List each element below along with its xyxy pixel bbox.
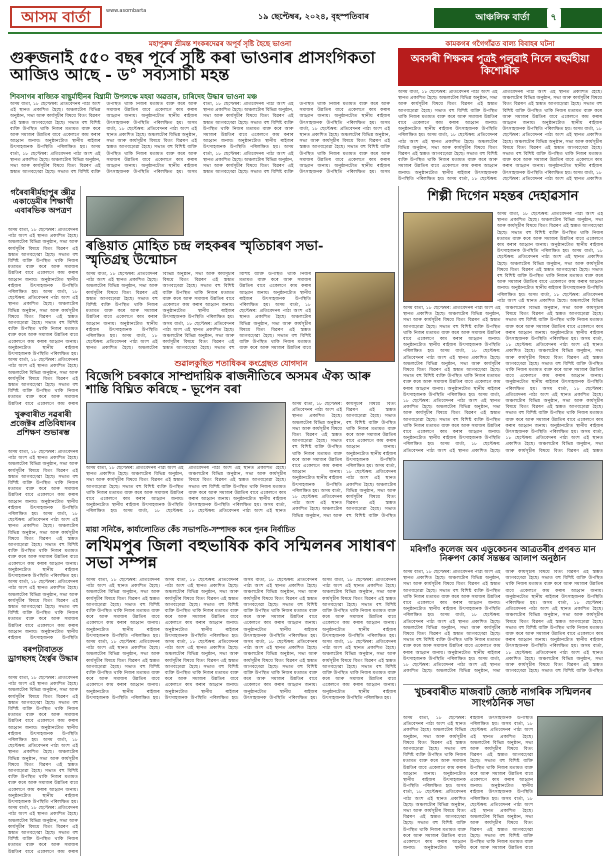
mid3-headline: লখিমপুৰ জিলা বহুভাষিক কবি সন্মিলনৰ সাধাৰণ সভা সম্পন্ন — [86, 536, 396, 572]
mid2-body: অসম বাৰ্তা, ১৮ ছেপ্টেম্বৰ: প্ৰতিবেদনৰ পাঠ্য অংশ এই স্থানত প্ৰকাশিত হৈছে। অঞ্চলটোৰ বিভিন্ন অনুষ্ঠান, সভা আৰু কাৰ্যসূচীৰ বিষয়ে বিতং বিৱৰণ এই স্তম্ভত আগবঢ়োৱা হৈছে। সভাত বহু বিশিষ্ট ব্যক্তি উপস্থিত থাকি নিজৰ মতামত ব্যক্ত কৰে আৰু সমাজৰ উন্নতিৰ বাবে একেলগে কাম কৰাৰ আহ্বান জনায়। অনুষ্ঠানটোত স্থানীয় ৰাইজৰ উৎসাহজনক উপস্থিতি পৰিলক্ষিত হয়। অসম বাৰ্তা, ১৮ ছেপ্টেম্বৰ: প্ৰতিবেদনৰ পাঠ্য অংশ এই স্থানত প্ৰকাশিত হৈছে। অঞ্চলটোৰ বিভিন্ন অনুষ্ঠান, সভা আৰু কাৰ্যসূচীৰ বিষয়ে বিতং বিৱৰণ এই স্তম্ভত আগবঢ়োৱা হৈছে। সভাত বহু বিশিষ্ট ব্যক্তি উপস্থিত থাকি নিজৰ মতামত ব্যক্ত কৰে আৰু সমাজৰ উন্নতিৰ বাবে একেলগে কাম কৰাৰ আহ্বান জনায়। অনুষ্ঠানটোত স্থানীয় ৰাইজৰ উৎসাহজনক উপস্থিতি পৰিলক্ষিত হয়। অসম বাৰ্তা, ১৮ ছেপ্টেম্বৰ: প্ৰতিবেদনৰ পাঠ্য অংশ এই স্থানত প্ৰকাশিত হৈছে। অঞ্চলটোৰ বিভিন্ন অনুষ্ঠান, সভা আৰু কাৰ্যসূচীৰ বিষয়ে বিতং বিৱৰণ এই স্তম্ভত আগবঢ়োৱা হৈছে। সভাত বহু বিশিষ্ট ব্যক্তি উপস্থিত — [292, 402, 396, 519]
lead-subhead: শিবসাগৰ ৰাজ্যিক বাছুৰ্মাহীনৰ বিশ্ব্ৰামী উপলক্ষে মহযা অৱতাৰ, চাৰিদেহ উদ্ধাৰ ভাওনা মঞ্চ — [10, 93, 258, 101]
lead-body: অসম বাৰ্তা, ১৮ ছেপ্টেম্বৰ: প্ৰতিবেদনৰ পাঠ্য অংশ এই স্থানত প্ৰকাশিত হৈছে। অঞ্চলটোৰ বিভিন্ন অনুষ্ঠান, সভা আৰু কাৰ্যসূচীৰ বিষয়ে বিতং বিৱৰণ এই স্তম্ভত আগবঢ়োৱা হৈছে। সভাত বহু বিশিষ্ট ব্যক্তি উপস্থিত থাকি নিজৰ মতামত ব্যক্ত কৰে আৰু সমাজৰ উন্নতিৰ বাবে একেলগে কাম কৰাৰ আহ্বান জনায়। অনুষ্ঠানটোত স্থানীয় ৰাইজৰ উৎসাহজনক উপস্থিতি পৰিলক্ষিত হয়। অসম বাৰ্তা, ১৮ ছেপ্টেম্বৰ: প্ৰতিবেদনৰ পাঠ্য অংশ এই স্থানত প্ৰকাশিত হৈছে। অঞ্চলটোৰ বিভিন্ন অনুষ্ঠান, সভা আৰু কাৰ্যসূচীৰ বিষয়ে বিতং বিৱৰণ এই স্তম্ভত আগবঢ়োৱা হৈছে। সভাত বহু বিশিষ্ট ব্যক্তি উপস্থিত থাকি নিজৰ মতামত ব্যক্ত কৰে আৰু সমাজৰ উন্নতিৰ বাবে একেলগে কাম কৰাৰ আহ্বান জনায়। অনুষ্ঠানটোত স্থানীয় ৰাইজৰ উৎসাহজনক উপস্থিতি পৰিলক্ষিত হয়। অসম বাৰ্তা, ১৮ ছেপ্টেম্বৰ: প্ৰতিবেদনৰ পাঠ্য অংশ এই স্থানত প্ৰকাশিত হৈছে। অঞ্চলটোৰ বিভিন্ন অনুষ্ঠান, সভা আৰু কাৰ্যসূচীৰ বিষয়ে বিতং বিৱৰণ এই স্তম্ভত আগবঢ়োৱা হৈছে। সভাত বহু বিশিষ্ট ব্যক্তি উপস্থিত থাকি নিজৰ মতামত ব্যক্ত কৰে আৰু সমাজৰ উন্নতিৰ বাবে একেলগে কাম কৰাৰ আহ্বান জনায়। অনুষ্ঠানটোত স্থানীয় ৰাইজৰ উৎসাহজনক উপস্থিতি পৰিলক্ষিত হয়। অসম বাৰ্তা, ১৮ ছেপ্টেম্বৰ: প্ৰতিবেদনৰ পাঠ্য অংশ এই স্থানত প্ৰকাশিত হৈছে। অঞ্চলটোৰ বিভিন্ন অনুষ্ঠান, সভা আৰু কাৰ্যসূচীৰ বিষয়ে বিতং বিৱৰণ এই স্তম্ভত আগবঢ়োৱা হৈছে। সভাত বহু বিশিষ্ট ব্যক্তি উপস্থিত থাকি নিজৰ মতামত ব্যক্ত কৰে আৰু সমাজৰ উন্নতিৰ বাবে একেলগে কাম কৰাৰ আহ্বান জনায়। অনুষ্ঠানটোত স্থানীয় ৰাইজৰ উৎসাহজনক উপস্থিতি পৰিলক্ষিত হয়। অসম বাৰ্তা, ১৮ ছেপ্টেম্বৰ: প্ৰতিবেদনৰ পাঠ্য অংশ এই স্থানত প্ৰকাশিত হৈছে। অঞ্চলটোৰ বিভিন্ন অনুষ্ঠান, সভা আৰু কাৰ্যসূচীৰ বিষয়ে বিতং বিৱৰণ এই স্তম্ভত আগবঢ়োৱা হৈছে। সভাত বহু বিশিষ্ট ব্যক্তি উপস্থিত থাকি নিজৰ মতামত ব্যক্ত কৰে আৰু সমাজৰ উন্নতিৰ বাবে একেলগে কাম কৰাৰ আহ্বান জনায়। অনুষ্ঠানটোত স্থানীয় ৰাইজৰ উৎসাহজনক উপস্থিতি পৰিলক্ষিত হয়। অসম বাৰ্তা, ১৮ ছেপ্টেম্বৰ: প্ৰতিবেদনৰ পাঠ্য অংশ এই স্থানত প্ৰকাশিত হৈছে। অঞ্চলটোৰ বিভিন্ন অনুষ্ঠান, সভা আৰু কাৰ্যসূচীৰ বিষয়ে বিতং বিৱৰণ এই স্তম্ভত আগবঢ়োৱা হৈছে। সভাত বহু বিশিষ্ট ব্যক্তি উপস্থিত থাকি নিজৰ মতামত ব্যক্ত কৰে আৰু সমাজৰ উন্নতিৰ বাবে একেলগে কাম কৰাৰ আহ্বান জনায়। অনুষ্ঠানটোত স্থানীয় ৰাইজৰ উৎসাহজনক উপস্থিতি পৰিলক্ষিত হয়। অসম — [10, 102, 390, 176]
header-rule — [8, 32, 602, 34]
right-bottom-headline: খুচৰবাৰীত মাজবাট জ্যেষ্ঠ নাগৰিক সন্মিলনৰ সাংগঠনিক সভা — [414, 687, 592, 709]
lead-headline: গুৰুজনাই ৫৫০ বছৰ পূৰ্বে সৃষ্টি কৰা ভাওনাৰ প্ৰাসংগিকতা আজিও আছে - ড° সব্যসাচী মহন্ত — [10, 48, 376, 84]
masthead-logo: আসম বাৰ্তা — [10, 6, 102, 28]
mid1-body: অসম বাৰ্তা, ১৮ ছেপ্টেম্বৰ: প্ৰতিবেদনৰ পাঠ্য অংশ এই স্থানত প্ৰকাশিত হৈছে। অঞ্চলটোৰ বিভিন্ন অনুষ্ঠান, সভা আৰু কাৰ্যসূচীৰ বিষয়ে বিতং বিৱৰণ এই স্তম্ভত আগবঢ়োৱা হৈছে। সভাত বহু বিশিষ্ট ব্যক্তি উপস্থিত থাকি নিজৰ মতামত ব্যক্ত কৰে আৰু সমাজৰ উন্নতিৰ বাবে একেলগে কাম কৰাৰ আহ্বান জনায়। অনুষ্ঠানটোত স্থানীয় ৰাইজৰ উৎসাহজনক উপস্থিতি পৰিলক্ষিত হয়। অসম বাৰ্তা, ১৮ ছেপ্টেম্বৰ: প্ৰতিবেদনৰ পাঠ্য অংশ এই স্থানত প্ৰকাশিত হৈছে। অঞ্চলটোৰ বিভিন্ন অনুষ্ঠান, সভা আৰু কাৰ্যসূচীৰ বিষয়ে বিতং বিৱৰণ এই স্তম্ভত আগবঢ়োৱা হৈছে। সভাত বহু বিশিষ্ট ব্যক্তি উপস্থিত থাকি নিজৰ মতামত ব্যক্ত কৰে আৰু সমাজৰ উন্নতিৰ বাবে একেলগে কাম কৰাৰ আহ্বান জনায়। অনুষ্ঠানটোত স্থানীয় ৰাইজৰ উৎসাহজনক উপস্থিতি পৰিলক্ষিত হয়। অসম বাৰ্তা, ১৮ ছেপ্টেম্বৰ: প্ৰতিবেদনৰ পাঠ্য অংশ এই স্থানত প্ৰকাশিত হৈছে। অঞ্চলটোৰ বিভিন্ন অনুষ্ঠান, সভা আৰু কাৰ্যসূচীৰ বিষয়ে বিতং বিৱৰণ এই স্তম্ভত আগবঢ়োৱা হৈছে। সভাত বহু বিশিষ্ট ব্যক্তি উপস্থিত থাকি নিজৰ মতামত ব্যক্ত কৰে আৰু সমাজৰ উন্নতিৰ বাবে একেলগে কাম কৰাৰ আহ্বান জনায়। অনুষ্ঠানটোত স্থানীয় ৰাইজৰ উৎসাহজনক উপস্থিতি পৰিলক্ষিত হয়। অসম বাৰ্তা, ১৮ ছেপ্টেম্বৰ: প্ৰতিবেদনৰ পাঠ্য অংশ এই স্থানত প্ৰকাশিত হৈছে। অঞ্চলটোৰ বিভিন্ন অনুষ্ঠান, সভা আৰু কাৰ্যসূচীৰ বিষয়ে বিতং বিৱৰণ এই স্তম্ভত আগবঢ়োৱা হৈছে। সভাত বহু বিশিষ্ট ব্যক্তি উপস্থিত থাকি নিজৰ মতামত ব্যক্ত কৰে আৰু সমাজৰ উন্নতিৰ বাবে — [86, 272, 311, 352]
mid2-kicker: শুৱালকুছিত শতাধিকৰ কংগ্ৰেছত যোগদান — [174, 359, 308, 368]
right-mid-body: অসম বাৰ্তা, ১৮ ছেপ্টেম্বৰ: প্ৰতিবেদনৰ পাঠ্য অংশ এই স্থানত প্ৰকাশিত হৈছে। অঞ্চলটোৰ বিভিন্ন অনুষ্ঠান, সভা আৰু কাৰ্যসূচীৰ বিষয়ে বিতং বিৱৰণ এই স্তম্ভত আগবঢ়োৱা হৈছে। সভাত বহু বিশিষ্ট ব্যক্তি উপস্থিত থাকি নিজৰ মতামত ব্যক্ত কৰে আৰু সমাজৰ উন্নতিৰ বাবে একেলগে কাম কৰাৰ আহ্বান জনায়। অনুষ্ঠানটোত স্থানীয় ৰাইজৰ উৎসাহজনক উপস্থিতি পৰিলক্ষিত হয়। অসম বাৰ্তা, ১৮ ছেপ্টেম্বৰ: প্ৰতিবেদনৰ পাঠ্য অংশ এই স্থানত প্ৰকাশিত হৈছে। অঞ্চলটোৰ বিভিন্ন অনুষ্ঠান, সভা আৰু কাৰ্যসূচীৰ বিষয়ে বিতং বিৱৰণ এই স্তম্ভত আগবঢ়োৱা হৈছে। সভাত বহু বিশিষ্ট ব্যক্তি উপস্থিত থাকি নিজৰ মতামত ব্যক্ত কৰে আৰু সমাজৰ উন্নতিৰ বাবে একেলগে কাম কৰাৰ আহ্বান জনায়। অনুষ্ঠানটোত স্থানীয় ৰাইজৰ উৎসাহজনক উপস্থিতি পৰিলক্ষিত হয়। অসম বাৰ্তা, ১৮ ছেপ্টেম্বৰ: প্ৰতিবেদনৰ পাঠ্য অংশ এই স্থানত প্ৰকাশিত হৈছে। অঞ্চলটোৰ বিভিন্ন অনুষ্ঠান, সভা আৰু কাৰ্যসূচীৰ বিষয়ে বিতং বিৱৰণ এই স্তম্ভত আগবঢ়োৱা হৈছে। সভাত বহু বিশিষ্ট ব্যক্তি উপস্থিত থাকি নিজৰ মতামত ব্যক্ত কৰে আৰু সমাজৰ উন্নতিৰ বাবে একেলগে কাম কৰাৰ আহ্বান জনায়। অনুষ্ঠানটোত স্থানীয় ৰাইজৰ উৎসাহজনক উপস্থিতি পৰিলক্ষিত হয়। অসম বাৰ্তা, ১৮ ছেপ্টেম্বৰ: প্ৰতিবেদনৰ পাঠ্য অংশ এই স্থানত প্ৰকাশিত হৈছে। অঞ্চলটোৰ বিভিন্ন অনুষ্ঠান, সভা আৰু কাৰ্যসূচীৰ বিষয়ে বিতং বিৱৰণ এই স্তম্ভত আগবঢ়োৱা হৈছে। সভাত বহু বিশিষ্ট ব্যক্তি উপস্থিত থাকি নিজৰ মতামত ব্যক্ত কৰে আৰু সমাজৰ উন্নতিৰ বাবে একেলগে কাম কৰাৰ আহ্বান জনায়। অনুষ্ঠানটোত স্থানীয় ৰাইজৰ উৎসাহজনক উপস্থিতি পৰিলক্ষিত হয়। অসম বাৰ্তা, ১৮ ছেপ্টেম্বৰ: প্ৰতিবেদনৰ পাঠ্য অংশ এই স্থানত প্ৰকাশিত হৈছে। অঞ্চলটোৰ বিভিন্ন অনুষ্ঠান, সভা আৰু কাৰ্যসূচীৰ বিষয়ে বিতং বিৱৰণ এই স্তম্ভত আগবঢ়োৱা হৈছে। সভাত বহু বিশিষ্ট ব্যক্তি উপস্থিত — [403, 570, 603, 675]
artist-body-1: অসম বাৰ্তা, ১৮ ছেপ্টেম্বৰ: প্ৰতিবেদনৰ পাঠ্য অংশ এই স্থানত প্ৰকাশিত হৈছে। অঞ্চলটোৰ বিভিন্ন অনুষ্ঠান, সভা আৰু কাৰ্যসূচীৰ বিষয়ে বিতং বিৱৰণ এই স্তম্ভত আগবঢ়োৱা হৈছে। সভাত বহু বিশিষ্ট ব্যক্তি উপস্থিত থাকি নিজৰ মতামত ব্যক্ত কৰে আৰু সমাজৰ উন্নতিৰ বাবে একেলগে কাম কৰাৰ আহ্বান জনায়। অনুষ্ঠানটোত স্থানীয় ৰাইজৰ উৎসাহজনক উপস্থিতি পৰিলক্ষিত হয়। অসম বাৰ্তা, ১৮ ছেপ্টেম্বৰ: প্ৰতিবেদনৰ পাঠ্য অংশ এই স্থানত প্ৰকাশিত হৈছে। অঞ্চলটোৰ বিভিন্ন অনুষ্ঠান, সভা আৰু কাৰ্যসূচীৰ বিষয়ে বিতং বিৱৰণ এই স্তম্ভত আগবঢ়োৱা হৈছে। সভাত বহু বিশিষ্ট ব্যক্তি উপস্থিত থাকি নিজৰ মতামত ব্যক্ত কৰে আৰু সমাজৰ উন্নতিৰ বাবে একেলগে কাম কৰাৰ আহ্বান জনায়। অনুষ্ঠানটোত স্থানীয় ৰাইজৰ উৎসাহজনক উপস্থিতি পৰিলক্ষিত হয়। অসম বাৰ্তা, ১৮ ছেপ্টেম্বৰ: প্ৰতিবেদনৰ পাঠ্য অংশ এই স্থানত প্ৰকাশিত হৈছে। অঞ্চলটোৰ বিভিন্ন — [497, 212, 603, 302]
left-body-1: অসম বাৰ্তা, ১৮ ছেপ্টেম্বৰ: প্ৰতিবেদনৰ পাঠ্য অংশ এই স্থানত প্ৰকাশিত হৈছে। অঞ্চলটোৰ বিভিন্ন অনুষ্ঠান, সভা আৰু কাৰ্যসূচীৰ বিষয়ে বিতং বিৱৰণ এই স্তম্ভত আগবঢ়োৱা হৈছে। সভাত বহু বিশিষ্ট ব্যক্তি উপস্থিত থাকি নিজৰ মতামত ব্যক্ত কৰে আৰু সমাজৰ উন্নতিৰ বাবে একেলগে কাম কৰাৰ আহ্বান জনায়। অনুষ্ঠানটোত স্থানীয় ৰাইজৰ উৎসাহজনক উপস্থিতি পৰিলক্ষিত হয়। অসম বাৰ্তা, ১৮ ছেপ্টেম্বৰ: প্ৰতিবেদনৰ পাঠ্য অংশ এই স্থানত প্ৰকাশিত হৈছে। অঞ্চলটোৰ বিভিন্ন অনুষ্ঠান, সভা আৰু কাৰ্যসূচীৰ বিষয়ে বিতং বিৱৰণ এই স্তম্ভত আগবঢ়োৱা হৈছে। সভাত বহু বিশিষ্ট ব্যক্তি উপস্থিত থাকি নিজৰ মতামত ব্যক্ত কৰে আৰু সমাজৰ উন্নতিৰ বাবে একেলগে কাম কৰাৰ আহ্বান জনায়। অনুষ্ঠানটোত স্থানীয় ৰাইজৰ উৎসাহজনক উপস্থিতি পৰিলক্ষিত হয়। অসম বাৰ্তা, ১৮ ছেপ্টেম্বৰ: প্ৰতিবেদনৰ পাঠ্য অংশ এই স্থানত প্ৰকাশিত হৈছে। অঞ্চলটোৰ বিভিন্ন অনুষ্ঠান, সভা আৰু কাৰ্যসূচীৰ বিষয়ে বিতং বিৱৰণ এই স্তম্ভত আগবঢ়োৱা হৈছে। সভাত বহু বিশিষ্ট ব্যক্তি উপস্থিত থাকি নিজৰ মতামত ব্যক্ত কৰে আৰু সমাজৰ উন্নতিৰ বাবে একেলগে কাম কৰাৰ — [8, 228, 78, 406]
right-mid-headline: মৰিগাঁও কলেজ অব এডুকেচনৰ আত্ৰতৰীৰ প্ৰণৰত মান নিৰুপণ কোৰ্ষ সন্তম্ভৰ আলাপ অনুষ্ঠান — [410, 545, 596, 564]
mid1-photo-2 — [315, 272, 395, 362]
mid3-body: অসম বাৰ্তা, ১৮ ছেপ্টেম্বৰ: প্ৰতিবেদনৰ পাঠ্য অংশ এই স্থানত প্ৰকাশিত হৈছে। অঞ্চলটোৰ বিভিন্ন অনুষ্ঠান, সভা আৰু কাৰ্যসূচীৰ বিষয়ে বিতং বিৱৰণ এই স্তম্ভত আগবঢ়োৱা হৈছে। সভাত বহু বিশিষ্ট ব্যক্তি উপস্থিত থাকি নিজৰ মতামত ব্যক্ত কৰে আৰু সমাজৰ উন্নতিৰ বাবে একেলগে কাম কৰাৰ আহ্বান জনায়। অনুষ্ঠানটোত স্থানীয় ৰাইজৰ উৎসাহজনক উপস্থিতি পৰিলক্ষিত হয়। অসম বাৰ্তা, ১৮ ছেপ্টেম্বৰ: প্ৰতিবেদনৰ পাঠ্য অংশ এই স্থানত প্ৰকাশিত হৈছে। অঞ্চলটোৰ বিভিন্ন অনুষ্ঠান, সভা আৰু কাৰ্যসূচীৰ বিষয়ে বিতং বিৱৰণ এই স্তম্ভত আগবঢ়োৱা হৈছে। সভাত বহু বিশিষ্ট ব্যক্তি উপস্থিত থাকি নিজৰ মতামত ব্যক্ত কৰে আৰু সমাজৰ উন্নতিৰ বাবে একেলগে কাম কৰাৰ আহ্বান জনায়। অনুষ্ঠানটোত স্থানীয় ৰাইজৰ উৎসাহজনক উপস্থিতি পৰিলক্ষিত হয়। অসম বাৰ্তা, ১৮ ছেপ্টেম্বৰ: প্ৰতিবেদনৰ পাঠ্য অংশ এই স্থানত প্ৰকাশিত হৈছে। অঞ্চলটোৰ বিভিন্ন অনুষ্ঠান, সভা আৰু কাৰ্যসূচীৰ বিষয়ে বিতং বিৱৰণ এই স্তম্ভত আগবঢ়োৱা হৈছে। সভাত বহু বিশিষ্ট ব্যক্তি উপস্থিত থাকি নিজৰ মতামত ব্যক্ত কৰে আৰু সমাজৰ উন্নতিৰ বাবে একেলগে কাম কৰাৰ আহ্বান জনায়। অনুষ্ঠানটোত স্থানীয় ৰাইজৰ উৎসাহজনক উপস্থিতি পৰিলক্ষিত হয়। অসম বাৰ্তা, ১৮ ছেপ্টেম্বৰ: প্ৰতিবেদনৰ পাঠ্য অংশ এই স্থানত প্ৰকাশিত হৈছে। অঞ্চলটোৰ বিভিন্ন অনুষ্ঠান, সভা আৰু কাৰ্যসূচীৰ বিষয়ে বিতং বিৱৰণ এই স্তম্ভত আগবঢ়োৱা হৈছে। সভাত বহু বিশিষ্ট ব্যক্তি উপস্থিত থাকি নিজৰ মতামত ব্যক্ত কৰে আৰু সমাজৰ উন্নতিৰ বাবে একেলগে কাম কৰাৰ আহ্বান জনায়। অনুষ্ঠানটোত স্থানীয় ৰাইজৰ উৎসাহজনক উপস্থিতি পৰিলক্ষিত হয়। অসম বাৰ্তা, ১৮ ছেপ্টেম্বৰ: প্ৰতিবেদনৰ পাঠ্য অংশ এই স্থানত প্ৰকাশিত হৈছে। অঞ্চলটোৰ বিভিন্ন অনুষ্ঠান, সভা আৰু কাৰ্যসূচীৰ বিষয়ে বিতং বিৱৰণ এই স্তম্ভত আগবঢ়োৱা হৈছে। সভাত বহু বিশিষ্ট ব্যক্তি উপস্থিত থাকি নিজৰ মতামত ব্যক্ত কৰে আৰু সমাজৰ উন্নতিৰ বাবে একেলগে কাম কৰাৰ আহ্বান জনায়। অনুষ্ঠানটোত স্থানীয় ৰাইজৰ উৎসাহজনক উপস্থিতি পৰিলক্ষিত হয়। অসম বাৰ্তা, ১৮ ছেপ্টেম্বৰ: প্ৰতিবেদনৰ পাঠ্য অংশ এই স্থানত প্ৰকাশিত হৈছে। অঞ্চলটোৰ বিভিন্ন অনুষ্ঠান, সভা আৰু কাৰ্যসূচীৰ বিষয়ে বিতং বিৱৰণ এই স্তম্ভত আগবঢ়োৱা হৈছে। সভাত বহু বিশিষ্ট ব্যক্তি উপস্থিত থাকি নিজৰ মতামত ব্যক্ত কৰে আৰু সমাজৰ উন্নতিৰ বাবে একেলগে কাম কৰাৰ আহ্বান জনায়। অনুষ্ঠানটোত স্থানীয় ৰাইজৰ উৎসাহজনক উপস্থিতি পৰিলক্ষিত হয়। অসম বাৰ্তা, ১৮ ছেপ্টেম্বৰ: প্ৰতিবেদনৰ পাঠ্য অংশ এই স্থানত প্ৰকাশিত হৈছে। অঞ্চলটোৰ বিভিন্ন অনুষ্ঠান, সভা আৰু কাৰ্যসূচীৰ বিষয়ে বিতং বিৱৰণ এই স্তম্ভত আগবঢ়োৱা হৈছে। সভাত বহু বিশিষ্ট ব্যক্তি উপস্থিত থাকি নিজৰ মতামত ব্যক্ত কৰে আৰু সমাজৰ উন্নতিৰ বাবে একেলগে কাম কৰাৰ আহ্বান জনায়। অনুষ্ঠানটোত স্থানীয় ৰাইজৰ উৎসাহজনক উপস্থিতি পৰিলক্ষিত হয়। অসম বাৰ্তা, ১৮ ছেপ্টেম্বৰ: প্ৰতিবেদনৰ পাঠ্য অংশ এই স্থানত প্ৰকাশিত হৈছে। অঞ্চলটোৰ বিভিন্ন অনুষ্ঠান, সভা আৰু কাৰ্যসূচীৰ বিষয়ে বিতং বিৱৰণ এই স্তম্ভত আগবঢ়োৱা হৈছে। সভাত বহু বিশিষ্ট ব্যক্তি উপস্থিত থাকি নিজৰ মতামত ব্যক্ত কৰে আৰু সমাজৰ উন্নতিৰ বাবে একেলগে কাম কৰাৰ আহ্বান জনায়। অনুষ্ঠানটোত স্থানীয় ৰাইজৰ উৎসাহজনক উপস্থিতি পৰিলক্ষিত হয়। — [86, 578, 396, 701]
right-divider — [403, 684, 603, 685]
mid2-headline: বিজেপি চৰকাৰে সাম্প্ৰদায়িক ৰাজনীতিৰে অসমৰ ঐক্য আৰু শান্তি বিঘ্নিত কৰিছে - ভূপেন বৰা — [86, 369, 371, 396]
mid3-subhead: মায়া সনিকৈ, কাৰ্যালোতিত কেঁচ সভাপতি-সম্পাদক কৰে পুনৰ নিৰ্বাচিত — [86, 525, 296, 534]
lead-kicker: মহাপুৰুষ শ্ৰীমন্ত শংকৰদেৱৰ অপূৰ্ব সৃষ্টি হৈছে ভাওনা — [148, 40, 292, 48]
left-headline-1: গৰৈবাৰীৰ্মহাপুৰ জ্ঞীৱ একাডেমীৰ শিক্ষাৰ্থী এবাৰভিক অপত্ৰণ — [10, 187, 76, 215]
artist-photo — [403, 212, 493, 302]
masthead-date: ১৯ ছেপ্টেম্বৰ, ২০২৪, বৃহস্পতিবাৰ — [258, 12, 369, 21]
left-headline-3: বৰপটাবাতত ড্ৰাগছসহ হৈৰ্ত্বৰ উদ্ধাৰ — [8, 644, 78, 663]
left-body-3: অসম বাৰ্তা, ১৮ ছেপ্টেম্বৰ: প্ৰতিবেদনৰ পাঠ্য অংশ এই স্থানত প্ৰকাশিত হৈছে। অঞ্চলটোৰ বিভিন্ন অনুষ্ঠান, সভা আৰু কাৰ্যসূচীৰ বিষয়ে বিতং বিৱৰণ এই স্তম্ভত আগবঢ়োৱা হৈছে। সভাত বহু বিশিষ্ট ব্যক্তি উপস্থিত থাকি নিজৰ মতামত ব্যক্ত কৰে আৰু সমাজৰ উন্নতিৰ বাবে একেলগে কাম কৰাৰ আহ্বান জনায়। অনুষ্ঠানটোত স্থানীয় ৰাইজৰ উৎসাহজনক উপস্থিতি পৰিলক্ষিত হয়। অসম বাৰ্তা, ১৮ ছেপ্টেম্বৰ: প্ৰতিবেদনৰ পাঠ্য অংশ এই স্থানত প্ৰকাশিত হৈছে। অঞ্চলটোৰ বিভিন্ন অনুষ্ঠান, সভা আৰু কাৰ্যসূচীৰ বিষয়ে বিতং বিৱৰণ এই স্তম্ভত আগবঢ়োৱা হৈছে। সভাত বহু বিশিষ্ট ব্যক্তি উপস্থিত থাকি নিজৰ মতামত ব্যক্ত কৰে আৰু সমাজৰ উন্নতিৰ বাবে একেলগে কাম কৰাৰ আহ্বান জনায়। অনুষ্ঠানটোত স্থানীয় ৰাইজৰ উৎসাহজনক উপস্থিতি পৰিলক্ষিত হয়। অসম বাৰ্তা, ১৮ ছেপ্টেম্বৰ: প্ৰতিবেদনৰ পাঠ্য অংশ এই স্থানত প্ৰকাশিত হৈছে। অঞ্চলটোৰ বিভিন্ন অনুষ্ঠান, সভা আৰু কাৰ্যসূচীৰ বিষয়ে বিতং বিৱৰণ এই স্তম্ভত আগবঢ়োৱা হৈছে। সভাত বহু বিশিষ্ট ব্যক্তি উপস্থিত থাকি নিজৰ মতামত ব্যক্ত কৰে আৰু সমাজৰ উন্নতিৰ বাবে একেলগে কাম কৰাৰ — [8, 676, 78, 854]
artist-headline: শিল্পী দিগেন মহন্তৰ দেহাৱসান — [427, 189, 579, 204]
masthead-website: www.asombarta — [106, 8, 147, 14]
right-mid-photo — [403, 460, 603, 540]
right-bottom-body: অসম বাৰ্তা, ১৮ ছেপ্টেম্বৰ: প্ৰতিবেদনৰ পাঠ্য অংশ এই স্থানত প্ৰকাশিত হৈছে। অঞ্চলটোৰ বিভিন্ন অনুষ্ঠান, সভা আৰু কাৰ্যসূচীৰ বিষয়ে বিতং বিৱৰণ এই স্তম্ভত আগবঢ়োৱা হৈছে। সভাত বহু বিশিষ্ট ব্যক্তি উপস্থিত থাকি নিজৰ মতামত ব্যক্ত কৰে আৰু সমাজৰ উন্নতিৰ বাবে একেলগে কাম কৰাৰ আহ্বান জনায়। অনুষ্ঠানটোত স্থানীয় ৰাইজৰ উৎসাহজনক উপস্থিতি পৰিলক্ষিত হয়। অসম বাৰ্তা, ১৮ ছেপ্টেম্বৰ: প্ৰতিবেদনৰ পাঠ্য অংশ এই স্থানত প্ৰকাশিত হৈছে। অঞ্চলটোৰ বিভিন্ন অনুষ্ঠান, সভা আৰু কাৰ্যসূচীৰ বিষয়ে বিতং বিৱৰণ এই স্তম্ভত আগবঢ়োৱা হৈছে। সভাত বহু বিশিষ্ট ব্যক্তি উপস্থিত থাকি নিজৰ মতামত ব্যক্ত কৰে আৰু সমাজৰ উন্নতিৰ বাবে একেলগে কাম কৰাৰ আহ্বান জনায়। অনুষ্ঠানটোত স্থানীয় ৰাইজৰ উৎসাহজনক উপস্থিতি পৰিলক্ষিত হয়। অসম বাৰ্তা, ১৮ ছেপ্টেম্বৰ: প্ৰতিবেদনৰ পাঠ্য অংশ এই স্থানত প্ৰকাশিত হৈছে। অঞ্চলটোৰ বিভিন্ন অনুষ্ঠান, সভা আৰু কাৰ্যসূচীৰ বিষয়ে বিতং বিৱৰণ এই স্তম্ভত আগবঢ়োৱা হৈছে। সভাত বহু বিশিষ্ট ব্যক্তি উপস্থিত থাকি নিজৰ মতামত ব্যক্ত কৰে আৰু সমাজৰ উন্নতিৰ বাবে একেলগে কাম কৰাৰ আহ্বান জনায়। অনুষ্ঠানটোত স্থানীয় ৰাইজৰ উৎসাহজনক উপস্থিতি পৰিলক্ষিত হয়। অসম বাৰ্তা, ১৮ ছেপ্টেম্বৰ: প্ৰতিবেদনৰ পাঠ্য অংশ এই স্থানত প্ৰকাশিত হৈছে। অঞ্চলটোৰ বিভিন্ন অনুষ্ঠান, সভা আৰু কাৰ্যসূচীৰ বিষয়ে বিতং বিৱৰণ এই স্তম্ভত আগবঢ়োৱা হৈছে। সভাত বহু বিশিষ্ট ব্যক্তি উপস্থিত থাকি নিজৰ মতামত ব্যক্ত কৰে আৰু সমাজৰ উন্নতিৰ বাবে — [403, 716, 533, 852]
right-top-headline: অবসৰী শিক্ষকৰ পুত্ৰই পলুৱাই নিলে ৰছৰ্মহীয়া কিশোৰীক — [398, 48, 602, 86]
mid2-caption: অসম বাৰ্তা, ১৮ ছেপ্টেম্বৰ: প্ৰতিবেদনৰ পাঠ্য অংশ এই স্থানত প্ৰকাশিত হৈছে। অঞ্চলটোৰ বিভিন্ন অনুষ্ঠান, সভা আৰু কাৰ্যসূচীৰ বিষয়ে বিতং বিৱৰণ এই স্তম্ভত আগবঢ়োৱা হৈছে। সভাত বহু বিশিষ্ট ব্যক্তি উপস্থিত থাকি নিজৰ মতামত ব্যক্ত কৰে আৰু সমাজৰ উন্নতিৰ বাবে একেলগে কাম কৰাৰ আহ্বান জনায়। অনুষ্ঠানটোত স্থানীয় ৰাইজৰ উৎসাহজনক উপস্থিতি পৰিলক্ষিত হয়। অসম বাৰ্তা, ১৮ ছেপ্টেম্বৰ: প্ৰতিবেদনৰ পাঠ্য অংশ এই স্থানত প্ৰকাশিত হৈছে। অঞ্চলটোৰ বিভিন্ন অনুষ্ঠান, সভা আৰু কাৰ্যসূচীৰ বিষয়ে বিতং বিৱৰণ এই স্তম্ভত আগবঢ়োৱা হৈছে। সভাত বহু বিশিষ্ট ব্যক্তি উপস্থিত থাকি নিজৰ মতামত ব্যক্ত কৰে আৰু সমাজৰ উন্নতিৰ বাবে একেলগে কাম কৰাৰ আহ্বান জনায়। অনুষ্ঠানটোত স্থানীয় ৰাইজৰ উৎসাহজনক উপস্থিতি পৰিলক্ষিত হয়। অসম বাৰ্তা, ১৮ ছেপ্টেম্বৰ: প্ৰতিবেদনৰ পাঠ্য অংশ এই স্থানত — [86, 466, 286, 515]
left-headline-2: খুৰুবাৰীত নৱৰাৰী প্ৰজেক্টৰ প্ৰতিবিধানৰ প্ৰশিক্ষণ শুভাৰম্ভ — [10, 409, 76, 437]
section-badge — [434, 8, 602, 28]
mid1-photo — [86, 196, 184, 236]
page-number: ৭ — [547, 8, 561, 28]
right-bottom-photo — [537, 716, 603, 796]
mid1-headline: ৰঙিয়াত মোহিত চন্দ্ৰ লহকৰৰ স্মৃতিচাৰণ সভা-স্মৃতিগ্ৰন্থ উন্মোচন — [86, 239, 324, 268]
left-body-2: অসম বাৰ্তা, ১৮ ছেপ্টেম্বৰ: প্ৰতিবেদনৰ পাঠ্য অংশ এই স্থানত প্ৰকাশিত হৈছে। অঞ্চলটোৰ বিভিন্ন অনুষ্ঠান, সভা আৰু কাৰ্যসূচীৰ বিষয়ে বিতং বিৱৰণ এই স্তম্ভত আগবঢ়োৱা হৈছে। সভাত বহু বিশিষ্ট ব্যক্তি উপস্থিত থাকি নিজৰ মতামত ব্যক্ত কৰে আৰু সমাজৰ উন্নতিৰ বাবে একেলগে কাম কৰাৰ আহ্বান জনায়। অনুষ্ঠানটোত স্থানীয় ৰাইজৰ উৎসাহজনক উপস্থিতি পৰিলক্ষিত হয়। অসম বাৰ্তা, ১৮ ছেপ্টেম্বৰ: প্ৰতিবেদনৰ পাঠ্য অংশ এই স্থানত প্ৰকাশিত হৈছে। অঞ্চলটোৰ বিভিন্ন অনুষ্ঠান, সভা আৰু কাৰ্যসূচীৰ বিষয়ে বিতং বিৱৰণ এই স্তম্ভত আগবঢ়োৱা হৈছে। সভাত বহু বিশিষ্ট ব্যক্তি উপস্থিত থাকি নিজৰ মতামত ব্যক্ত কৰে আৰু সমাজৰ উন্নতিৰ বাবে একেলগে কাম কৰাৰ আহ্বান জনায়। অনুষ্ঠানটোত স্থানীয় ৰাইজৰ উৎসাহজনক উপস্থিতি পৰিলক্ষিত হয়। অসম বাৰ্তা, ১৮ ছেপ্টেম্বৰ: প্ৰতিবেদনৰ পাঠ্য অংশ এই স্থানত প্ৰকাশিত হৈছে। অঞ্চলটোৰ বিভিন্ন অনুষ্ঠান, সভা আৰু কাৰ্যসূচীৰ বিষয়ে বিতং বিৱৰণ এই স্তম্ভত আগবঢ়োৱা হৈছে। সভাত বহু বিশিষ্ট ব্যক্তি উপস্থিত থাকি নিজৰ মতামত ব্যক্ত কৰে আৰু সমাজৰ উন্নতিৰ বাবে একেলগে কাম কৰাৰ আহ্বান জনায়। অনুষ্ঠানটোত স্থানীয় ৰাইজৰ উৎসাহজনক উপস্থিতি — [8, 450, 78, 640]
artist-body-2: অসম বাৰ্তা, ১৮ ছেপ্টেম্বৰ: প্ৰতিবেদনৰ পাঠ্য অংশ এই স্থানত প্ৰকাশিত হৈছে। অঞ্চলটোৰ বিভিন্ন অনুষ্ঠান, সভা আৰু কাৰ্যসূচীৰ বিষয়ে বিতং বিৱৰণ এই স্তম্ভত আগবঢ়োৱা হৈছে। সভাত বহু বিশিষ্ট ব্যক্তি উপস্থিত থাকি নিজৰ মতামত ব্যক্ত কৰে আৰু সমাজৰ উন্নতিৰ বাবে একেলগে কাম কৰাৰ আহ্বান জনায়। অনুষ্ঠানটোত স্থানীয় ৰাইজৰ উৎসাহজনক উপস্থিতি পৰিলক্ষিত হয়। অসম বাৰ্তা, ১৮ ছেপ্টেম্বৰ: প্ৰতিবেদনৰ পাঠ্য অংশ এই স্থানত প্ৰকাশিত হৈছে। অঞ্চলটোৰ বিভিন্ন অনুষ্ঠান, সভা আৰু কাৰ্যসূচীৰ বিষয়ে বিতং বিৱৰণ এই স্তম্ভত আগবঢ়োৱা হৈছে। সভাত বহু বিশিষ্ট ব্যক্তি উপস্থিত থাকি নিজৰ মতামত ব্যক্ত কৰে আৰু সমাজৰ উন্নতিৰ বাবে একেলগে কাম কৰাৰ আহ্বান জনায়। অনুষ্ঠানটোত স্থানীয় ৰাইজৰ উৎসাহজনক উপস্থিতি পৰিলক্ষিত হয়। অসম বাৰ্তা, ১৮ ছেপ্টেম্বৰ: প্ৰতিবেদনৰ পাঠ্য অংশ এই স্থানত প্ৰকাশিত হৈছে। অঞ্চলটোৰ বিভিন্ন অনুষ্ঠান, সভা আৰু কাৰ্যসূচীৰ বিষয়ে বিতং বিৱৰণ এই স্তম্ভত আগবঢ়োৱা হৈছে। সভাত বহু বিশিষ্ট ব্যক্তি উপস্থিত থাকি নিজৰ মতামত ব্যক্ত কৰে আৰু সমাজৰ উন্নতিৰ বাবে একেলগে কাম কৰাৰ আহ্বান জনায়। অনুষ্ঠানটোত স্থানীয় ৰাইজৰ উৎসাহজনক উপস্থিতি পৰিলক্ষিত হয়। অসম বাৰ্তা, ১৮ ছেপ্টেম্বৰ: প্ৰতিবেদনৰ পাঠ্য অংশ এই স্থানত প্ৰকাশিত হৈছে। অঞ্চলটোৰ বিভিন্ন অনুষ্ঠান, সভা আৰু কাৰ্যসূচীৰ বিষয়ে বিতং বিৱৰণ এই স্তম্ভত আগবঢ়োৱা হৈছে। সভাত বহু বিশিষ্ট ব্যক্তি উপস্থিত থাকি নিজৰ মতামত ব্যক্ত কৰে আৰু সমাজৰ উন্নতিৰ বাবে একেলগে কাম কৰাৰ আহ্বান জনায়। অনুষ্ঠানটোত স্থানীয় ৰাইজৰ উৎসাহজনক উপস্থিতি পৰিলক্ষিত হয়। অসম বাৰ্তা, ১৮ ছেপ্টেম্বৰ: প্ৰতিবেদনৰ পাঠ্য অংশ এই স্থানত প্ৰকাশিত হৈছে। অঞ্চলটোৰ বিভিন্ন অনুষ্ঠান, সভা আৰু কাৰ্যসূচীৰ বিষয়ে বিতং বিৱৰণ এই স্তম্ভত আগবঢ়োৱা হৈছে। সভাত বহু বিশিষ্ট ব্যক্তি উপস্থিত থাকি নিজৰ মতামত ব্যক্ত কৰে আৰু সমাজৰ উন্নতিৰ বাবে একেলগে কাম কৰাৰ আহ্বান জনায়। অনুষ্ঠানটোত স্থানীয় ৰাইজৰ উৎসাহজনক উপস্থিতি পৰিলক্ষিত হয়। অসম বাৰ্তা, ১৮ ছেপ্টেম্বৰ: প্ৰতিবেদনৰ পাঠ্য অংশ এই স্থানত প্ৰকাশিত হৈছে। অঞ্চলটোৰ বিভিন্ন অনুষ্ঠান, সভা আৰু কাৰ্যসূচীৰ বিষয়ে বিতং বিৱৰণ এই স্তম্ভত আগবঢ়োৱা হৈছে। সভাত বহু বিশিষ্ট ব্যক্তি উপস্থিত থাকি নিজৰ মতামত ব্যক্ত কৰে আৰু সমাজৰ উন্নতিৰ বাবে একেলগে কাম কৰাৰ আহ্বান জনায়। অনুষ্ঠানটোত স্থানীয় ৰাইজৰ উৎসাহজনক উপস্থিতি পৰিলক্ষিত হয়। অসম বাৰ্তা, ১৮ ছেপ্টেম্বৰ: প্ৰতিবেদনৰ পাঠ্য অংশ এই স্থানত প্ৰকাশিত হৈছে। অঞ্চলটোৰ বিভিন্ন অনুষ্ঠান, সভা আৰু কাৰ্যসূচীৰ বিষয়ে বিতং বিৱৰণ এই স্তম্ভত — [403, 306, 603, 454]
right-col-divider — [398, 186, 399, 856]
right-top-body: অসম বাৰ্তা, ১৮ ছেপ্টেম্বৰ: প্ৰতিবেদনৰ পাঠ্য অংশ এই স্থানত প্ৰকাশিত হৈছে। অঞ্চলটোৰ বিভিন্ন অনুষ্ঠান, সভা আৰু কাৰ্যসূচীৰ বিষয়ে বিতং বিৱৰণ এই স্তম্ভত আগবঢ়োৱা হৈছে। সভাত বহু বিশিষ্ট ব্যক্তি উপস্থিত থাকি নিজৰ মতামত ব্যক্ত কৰে আৰু সমাজৰ উন্নতিৰ বাবে একেলগে কাম কৰাৰ আহ্বান জনায়। অনুষ্ঠানটোত স্থানীয় ৰাইজৰ উৎসাহজনক উপস্থিতি পৰিলক্ষিত হয়। অসম বাৰ্তা, ১৮ ছেপ্টেম্বৰ: প্ৰতিবেদনৰ পাঠ্য অংশ এই স্থানত প্ৰকাশিত হৈছে। অঞ্চলটোৰ বিভিন্ন অনুষ্ঠান, সভা আৰু কাৰ্যসূচীৰ বিষয়ে বিতং বিৱৰণ এই স্তম্ভত আগবঢ়োৱা হৈছে। সভাত বহু বিশিষ্ট ব্যক্তি উপস্থিত থাকি নিজৰ মতামত ব্যক্ত কৰে আৰু সমাজৰ উন্নতিৰ বাবে একেলগে কাম কৰাৰ আহ্বান জনায়। অনুষ্ঠানটোত স্থানীয় ৰাইজৰ উৎসাহজনক উপস্থিতি পৰিলক্ষিত হয়। অসম বাৰ্তা, ১৮ ছেপ্টেম্বৰ: প্ৰতিবেদনৰ পাঠ্য অংশ এই স্থানত প্ৰকাশিত হৈছে। অঞ্চলটোৰ বিভিন্ন অনুষ্ঠান, সভা আৰু কাৰ্যসূচীৰ বিষয়ে বিতং বিৱৰণ এই স্তম্ভত আগবঢ়োৱা হৈছে। সভাত বহু বিশিষ্ট ব্যক্তি উপস্থিত থাকি নিজৰ মতামত ব্যক্ত কৰে আৰু সমাজৰ উন্নতিৰ বাবে একেলগে কাম কৰাৰ আহ্বান জনায়। অনুষ্ঠানটোত স্থানীয় ৰাইজৰ উৎসাহজনক উপস্থিতি পৰিলক্ষিত হয়। অসম বাৰ্তা, ১৮ ছেপ্টেম্বৰ: প্ৰতিবেদনৰ পাঠ্য অংশ এই স্থানত প্ৰকাশিত হৈছে। অঞ্চলটোৰ বিভিন্ন অনুষ্ঠান, সভা আৰু কাৰ্যসূচীৰ বিষয়ে বিতং বিৱৰণ এই স্তম্ভত আগবঢ়োৱা হৈছে। সভাত বহু বিশিষ্ট ব্যক্তি উপস্থিত থাকি নিজৰ মতামত ব্যক্ত কৰে আৰু সমাজৰ উন্নতিৰ বাবে একেলগে কাম কৰাৰ আহ্বান জনায়। অনুষ্ঠানটোত স্থানীয় ৰাইজৰ উৎসাহজনক উপস্থিতি পৰিলক্ষিত হয়। অসম বাৰ্তা, ১৮ ছেপ্টেম্বৰ: প্ৰতিবেদনৰ পাঠ্য অংশ এই স্থানত প্ৰকাশিত — [398, 90, 602, 182]
left-col-divider — [80, 186, 81, 856]
right-top-kicker: কামকগৰ গগৈগাঁৱত বাল্য বিবাহৰ ঘটনা — [445, 40, 555, 48]
mid2-photo — [86, 402, 286, 464]
section-title: আঞ্চলিক বাৰ্তা — [475, 13, 530, 23]
